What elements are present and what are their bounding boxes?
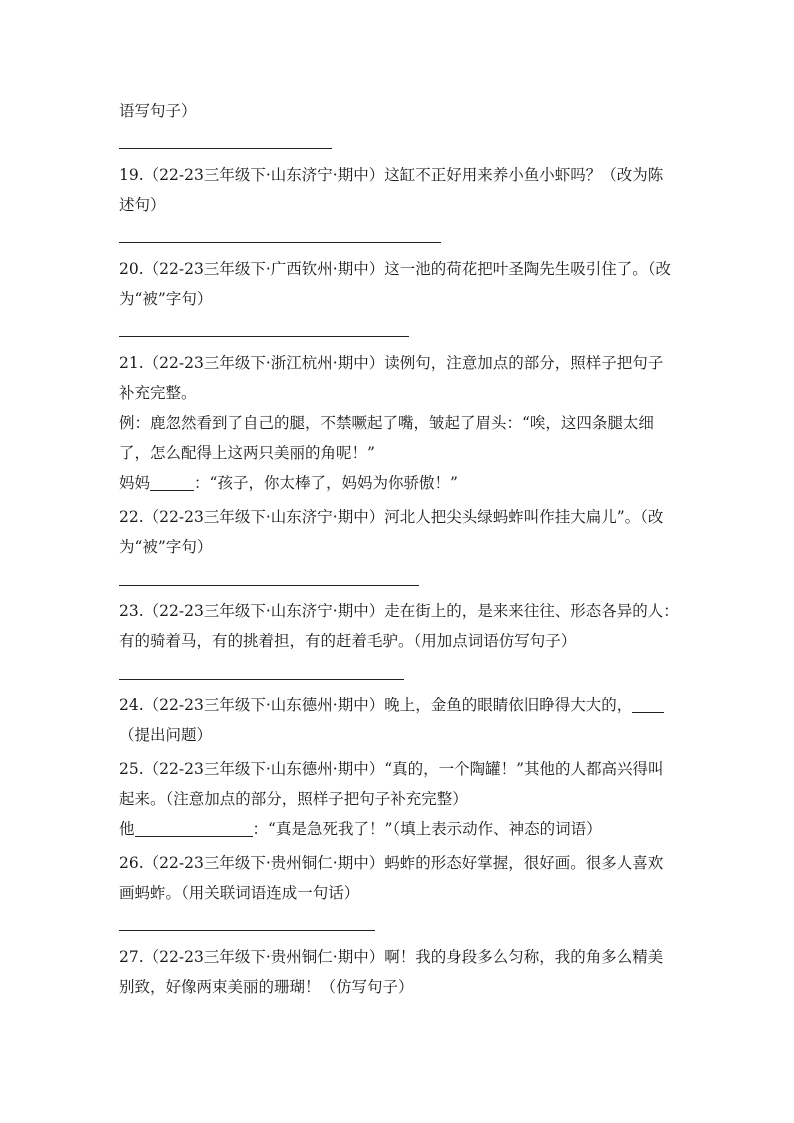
fill-blank-21[interactable] — [150, 474, 194, 491]
question-25-line-2: 起来。（注意加点的部分，照样子把句子补充完整） — [119, 790, 468, 808]
question-20-line-1: 20.（22-23三年级下·广西钦州·期中）这一池的荷花把叶圣陶先生吸引住了。（改 — [119, 260, 671, 278]
answer-line-20[interactable] — [119, 336, 409, 337]
question-25-line-1: 25.（22-23三年级下·山东德州·期中）“真的，一个陶罐！”其他的人都高兴得叫 — [119, 760, 664, 778]
question-21-example-2: 了，怎么配得上这两只美丽的角呢！” — [119, 444, 375, 462]
fill-suffix: ：“孩子，你太棒了，妈妈为你骄傲！” — [194, 474, 458, 492]
fill-blank-24[interactable] — [632, 696, 664, 713]
answer-line-22[interactable] — [119, 585, 419, 586]
question-20-line-2: 为“被”字句） — [119, 290, 213, 308]
question-25-fill — [119, 819, 602, 839]
question-22-line-1: 22.（22-23三年级下·山东济宁·期中）河北人把尖头绿蚂蚱叫作挂大扁儿”。（改 — [119, 508, 664, 526]
question-26-line-2: 画蚂蚱。（用关联词语连成一句话） — [119, 884, 360, 902]
fill-suffix: ：“真是急死我了！”（填上表示动作、神态的词语） — [252, 820, 602, 838]
question-23-line-2: 有的骑着马，有的挑着担，有的赶着毛驴。（用加点词语仿写句子） — [119, 632, 577, 650]
answer-line[interactable] — [119, 148, 332, 149]
question-23-line-1: 23.（22-23三年级下·山东济宁·期中）走在街上的，是来来往往、形态各异的人： — [119, 602, 679, 620]
answer-line-26[interactable] — [119, 930, 375, 931]
question-21-line-1: 21.（22-23三年级下·浙江杭州·期中）读例句，注意加点的部分，照样子把句子 — [119, 354, 664, 372]
question-22-line-2: 为“被”字句） — [119, 538, 213, 556]
question-21-line-2: 补充完整。 — [119, 384, 197, 402]
fill-prefix: 妈妈 — [119, 474, 151, 492]
question-27-line-2: 别致，好像两束美丽的珊瑚！（仿写句子） — [119, 978, 414, 996]
answer-line-23[interactable] — [119, 679, 404, 680]
fill-prefix: 他 — [119, 820, 135, 838]
answer-line-19[interactable] — [119, 242, 441, 243]
question-27-line-1: 27.（22-23三年级下·贵州铜仁·期中）啊！我的身段多么匀称，我的角多么精美 — [119, 948, 664, 966]
question-24-text: 24.（22-23三年级下·山东德州·期中）晚上，金鱼的眼睛依旧睁得大大的， — [119, 696, 633, 714]
question-26-line-1: 26.（22-23三年级下·贵州铜仁·期中）蚂蚱的形态好掌握，很好画。很多人喜欢 — [119, 854, 664, 872]
question-19-line-1: 19.（22-23三年级下·山东济宁·期中）这缸不正好用来养小鱼小虾吗？（改为陈 — [119, 166, 664, 184]
question-24-line-2: （提出问题） — [119, 726, 213, 744]
question-19-line-2: 述句） — [119, 196, 166, 214]
question-24-line-1 — [119, 695, 664, 715]
text-line: 语写句子） — [119, 102, 197, 120]
question-21-fill — [119, 473, 458, 493]
fill-blank-25[interactable] — [135, 820, 253, 837]
question-21-example-1: 例：鹿忽然看到了自己的腿，不禁噘起了嘴，皱起了眉头：“唉，这四条腿太细 — [119, 414, 654, 432]
